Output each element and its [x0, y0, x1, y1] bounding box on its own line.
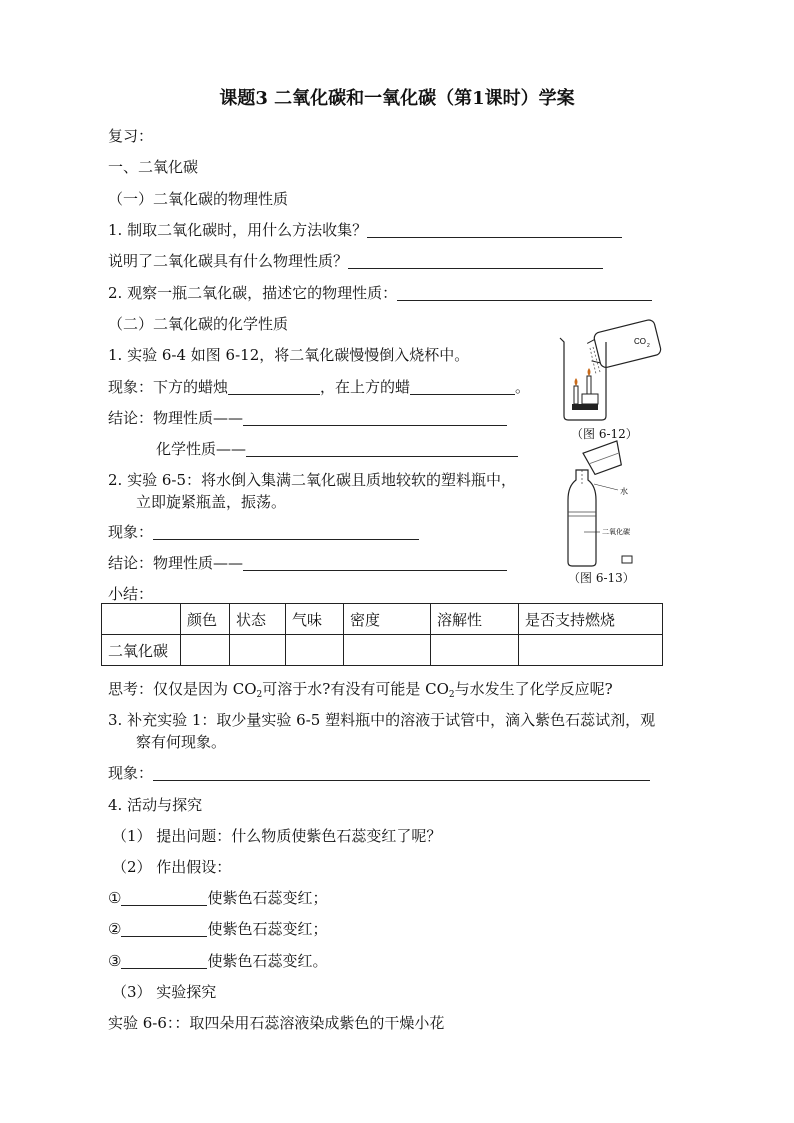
table-row — [102, 635, 663, 666]
table-answer-cell[interactable] — [431, 635, 519, 666]
step-1-question: （1） 提出问题：什么物质使紫色石蕊变红了呢？ — [112, 827, 442, 845]
summary-label: 小结： — [108, 585, 154, 603]
hypothesis-2 — [108, 919, 327, 939]
answer-blank[interactable] — [228, 379, 320, 395]
answer-blank[interactable] — [243, 410, 507, 426]
water-label: 水 — [620, 487, 628, 496]
conclusion-2-physical — [108, 553, 507, 573]
co2-bottle-label: 二氧化碳 — [602, 529, 630, 536]
table-answer-cell[interactable] — [286, 635, 344, 666]
gas-jar-icon — [585, 319, 662, 371]
question-2-text: 2. 观察一瓶二氧化碳，描述它的物理性质： — [108, 284, 398, 302]
answer-blank[interactable] — [121, 921, 207, 937]
supplementary-experiment-line-2: 察有何现象。 — [136, 733, 227, 751]
answer-blank[interactable] — [243, 555, 507, 571]
question-1b — [108, 251, 603, 271]
phenomenon-2 — [108, 522, 419, 542]
table-header-cell: 颜色 — [181, 604, 230, 635]
answer-blank[interactable] — [246, 441, 518, 457]
table-header-cell: 状态 — [230, 604, 286, 635]
conclusion-1-physical — [108, 408, 507, 428]
upper-candle-icon — [587, 376, 591, 394]
subsection-chemical-properties: （二）二氧化碳的化学性质 — [108, 315, 289, 333]
table-header-cell: 气味 — [286, 604, 344, 635]
table-answer-cell[interactable] — [344, 635, 431, 666]
phenomenon-3-label: 现象： — [108, 764, 154, 782]
page-title: 课题3 二氧化碳和一氧化碳（第1课时）学案 — [219, 88, 575, 109]
conclusion-1-chemical — [156, 439, 518, 459]
figure-6-13-diagram — [560, 440, 650, 568]
answer-blank[interactable] — [410, 379, 515, 395]
review-label: 复习： — [108, 127, 154, 145]
table-answer-cell[interactable] — [230, 635, 286, 666]
flame-icon — [575, 378, 578, 386]
think-question — [108, 679, 613, 705]
hypothesis-marker: ③ — [108, 952, 122, 970]
table-header-row — [102, 604, 663, 635]
bottle-cap-icon — [622, 556, 632, 563]
subscript: 2 — [448, 690, 455, 700]
hypothesis-text: 使紫色石蕊变红； — [207, 920, 328, 938]
answer-blank[interactable] — [367, 222, 622, 238]
experiment-6-5-line-1: 2. 实验 6-5：将水倒入集满二氧化碳且质地较软的塑料瓶中， — [108, 471, 517, 489]
activity-heading: 4. 活动与探究 — [108, 796, 203, 814]
think-text: 可溶于水?有没有可能是 CO — [262, 680, 449, 698]
subsection-physical-properties: （一）二氧化碳的物理性质 — [108, 190, 289, 208]
phenomenon-1 — [108, 377, 530, 397]
hypothesis-text: 使紫色石蕊变红； — [207, 889, 328, 907]
experiment-6-5-line-2: 立即旋紧瓶盖，振荡。 — [136, 493, 287, 511]
phenomenon-3 — [108, 763, 650, 783]
table-answer-cell[interactable] — [181, 635, 230, 666]
hypothesis-text: 使紫色石蕊变红。 — [207, 952, 328, 970]
question-1-text: 1. 制取二氧化碳时，用什么方法收集？ — [108, 221, 368, 239]
step-2-hypothesis: （2） 作出假设： — [112, 858, 232, 876]
table-row-label: 二氧化碳 — [102, 635, 181, 666]
hypothesis-1 — [108, 888, 327, 908]
plastic-bottle-icon — [568, 470, 596, 566]
pouring-beaker-icon — [583, 441, 625, 476]
co2-label: CO — [634, 337, 646, 346]
answer-blank[interactable] — [153, 524, 419, 540]
step-3-experiment: （3） 实验探究 — [112, 983, 217, 1001]
table-header-cell: 是否支持燃烧 — [519, 604, 663, 635]
question-1 — [108, 220, 622, 240]
think-text: 与水发生了化学反应呢? — [454, 680, 613, 698]
phenomenon-2-label: 现象： — [108, 523, 154, 541]
answer-blank[interactable] — [121, 953, 207, 969]
section-heading-co2: 一、二氧化碳 — [108, 158, 199, 176]
figure-6-13-caption: （图 6-13） — [568, 571, 635, 585]
answer-blank[interactable] — [397, 285, 652, 301]
question-2 — [108, 283, 652, 303]
co2-subscript: 2 — [647, 343, 650, 349]
flame-icon — [588, 368, 591, 376]
lower-candle-icon — [574, 386, 578, 404]
subscript: 2 — [256, 690, 263, 700]
hypothesis-marker: ① — [108, 889, 122, 907]
table-header-cell — [102, 604, 181, 635]
conclusion-1-chemical-label: 化学性质—— — [156, 440, 247, 458]
figure-6-12-diagram — [556, 312, 666, 424]
table-answer-cell[interactable] — [519, 635, 663, 666]
experiment-6-4: 1. 实验 6-4 如图 6-12，将二氧化碳慢慢倒入烧杯中。 — [108, 346, 470, 364]
phenomenon-1-middle: ，在上方的蜡 — [320, 378, 411, 396]
phenomenon-1-label: 现象：下方的蜡烛 — [108, 378, 229, 396]
supplementary-experiment-line-1: 3. 补充实验 1：取少量实验 6-5 塑料瓶中的溶液于试管中，滴入紫色石蕊试剂，观 — [108, 711, 656, 729]
think-text: 思考：仅仅是因为 CO — [108, 680, 257, 698]
table-header-cell: 溶解性 — [431, 604, 519, 635]
summary-table — [101, 603, 663, 666]
question-1b-text: 说明了二氧化碳具有什么物理性质？ — [108, 252, 349, 270]
answer-blank[interactable] — [121, 890, 207, 906]
table-header-cell: 密度 — [344, 604, 431, 635]
figure-6-12-caption: （图 6-12） — [571, 427, 638, 441]
answer-blank[interactable] — [348, 253, 603, 269]
phenomenon-1-end: 。 — [515, 378, 531, 396]
conclusion-2-physical-label: 结论：物理性质—— — [108, 554, 244, 572]
experiment-6-6: 实验 6-6：：取四朵用石蕊溶液染成紫色的干燥小花 — [108, 1014, 445, 1032]
answer-blank[interactable] — [153, 765, 650, 781]
hypothesis-marker: ② — [108, 920, 122, 938]
hypothesis-3 — [108, 951, 327, 971]
conclusion-1-physical-label: 结论：物理性质—— — [108, 409, 244, 427]
